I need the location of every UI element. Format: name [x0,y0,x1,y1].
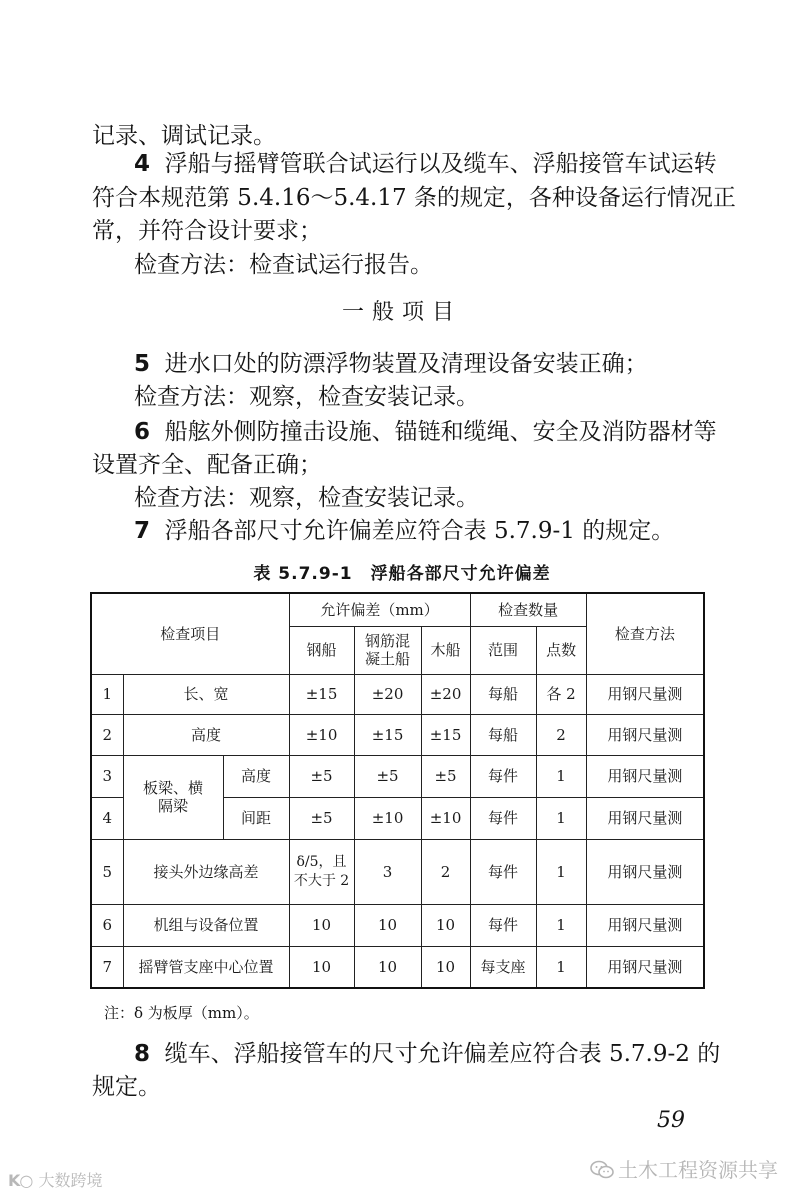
cell-method: 用钢尺量测 [586,904,704,946]
header-points: 点数 [536,626,586,674]
header-steel-boat: 钢船 [289,626,354,674]
cell-rc: ±20 [354,674,421,714]
cell-method: 用钢尺量测 [586,755,704,797]
cell-steel: δ/5，且不大于 2 [289,839,354,904]
cell-range: 每件 [470,839,536,904]
cell-item: 高度 [123,714,289,755]
cell-item: 高度 [223,755,289,797]
cell-points: 1 [536,946,586,988]
header-quantity: 检查数量 [470,593,586,626]
watermark-left [8,1168,102,1191]
item-5-line [134,349,648,379]
item-6-line [134,417,717,447]
cell-wood: ±5 [421,755,470,797]
paragraph-line: 规定。 [92,1074,161,1100]
cell-wood: ±20 [421,674,470,714]
watermark-right-text: 土木工程资源共享 [618,1158,778,1182]
item-number: 7 [134,518,151,544]
cell-range: 每件 [470,797,536,839]
cell-method: 用钢尺量测 [586,839,704,904]
wechat-icon [590,1160,614,1180]
cell-points: 1 [536,839,586,904]
cell-range: 每船 [470,714,536,755]
header-rc-boat: 钢筋混凝土船 [354,626,421,674]
cell-steel: ±10 [289,714,354,755]
item-text: 进水口处的防漂浮物装置及清理设备安装正确； [164,351,648,377]
cell-wood: ±10 [421,797,470,839]
table-caption: 表 5.7.9-1 浮船各部尺寸允许偏差 [253,564,551,584]
item-text: 浮船各部尺寸允许偏差应符合表 5.7.9-1 的规定。 [164,518,675,544]
cell-steel: ±5 [289,797,354,839]
cell-rc: 3 [354,839,421,904]
cell-rc: ±5 [354,755,421,797]
header-range: 范围 [470,626,536,674]
cell-range: 每船 [470,674,536,714]
cell-points: 1 [536,904,586,946]
item-number: 6 [134,419,151,445]
cell-no: 2 [91,714,123,755]
cell-points: 各 2 [536,674,586,714]
cell-item: 长、宽 [123,674,289,714]
check-method: 检查方法：检查试运行报告。 [134,252,433,278]
cell-no: 3 [91,755,123,797]
header-check-item: 检查项目 [91,593,289,674]
table-row [91,946,704,988]
table-row [91,674,704,714]
cell-item: 摇臂管支座中心位置 [123,946,289,988]
cell-rc: ±10 [354,797,421,839]
cell-range: 每件 [470,904,536,946]
item-7-line [134,516,674,546]
cell-range: 每支座 [470,946,536,988]
item-text: 缆车、浮船接管车的尺寸允许偏差应符合表 5.7.9-2 的 [164,1041,721,1067]
watermark-right [590,1154,778,1183]
item-4-line [134,149,717,179]
check-method: 检查方法：观察，检查安装记录。 [134,384,479,410]
cell-no: 7 [91,946,123,988]
paragraph-line: 设置齐全、配备正确； [92,452,322,478]
cell-steel: ±5 [289,755,354,797]
table-row [91,714,704,755]
cell-no: 6 [91,904,123,946]
cell-wood: 2 [421,839,470,904]
table-row [91,904,704,946]
cell-rc: 10 [354,904,421,946]
cell-item: 间距 [223,797,289,839]
cell-method: 用钢尺量测 [586,674,704,714]
watermark-left-text: 大数跨境 [38,1171,103,1190]
header-wood-boat: 木船 [421,626,470,674]
paragraph-line: 记录、调试记录。 [92,123,276,149]
item-text: 浮船与摇臂管联合试运行以及缆车、浮船接管车试运转 [164,151,717,177]
cell-rc: ±15 [354,714,421,755]
table-row [91,755,704,797]
cell-group-beams: 板梁、横隔梁 [123,755,223,839]
cell-steel: 10 [289,946,354,988]
header-tolerance: 允许偏差（mm） [289,593,470,626]
cell-no: 1 [91,674,123,714]
section-heading: 一般项目 [341,300,462,325]
item-number: 8 [134,1041,151,1067]
cell-wood: 10 [421,946,470,988]
cell-no: 5 [91,839,123,904]
item-text: 船舷外侧防撞击设施、锚链和缆绳、安全及消防器材等 [164,419,717,445]
check-method: 检查方法：观察，检查安装记录。 [134,485,479,511]
watermark-bubble-icon: ○ [19,1171,34,1190]
table-row [91,839,704,904]
tolerance-table [90,592,705,989]
cell-item: 接头外边缘高差 [123,839,289,904]
cell-rc: 10 [354,946,421,988]
cell-no: 4 [91,797,123,839]
header-method: 检查方法 [586,593,704,674]
paragraph-line: 符合本规范第 5.4.16～5.4.17 条的规定，各种设备运行情况正 [92,185,736,211]
item-number: 5 [134,351,151,377]
cell-points: 1 [536,797,586,839]
cell-item: 机组与设备位置 [123,904,289,946]
cell-method: 用钢尺量测 [586,797,704,839]
cell-steel: 10 [289,904,354,946]
cell-wood: 10 [421,904,470,946]
cell-method: 用钢尺量测 [586,946,704,988]
cell-method: 用钢尺量测 [586,714,704,755]
cell-points: 1 [536,755,586,797]
watermark-logo-icon: K [8,1171,20,1190]
item-8-line [134,1039,720,1069]
page-number: 59 [657,1108,685,1133]
cell-points: 2 [536,714,586,755]
cell-wood: ±15 [421,714,470,755]
cell-steel: ±15 [289,674,354,714]
item-number: 4 [134,151,151,177]
cell-range: 每件 [470,755,536,797]
paragraph-line: 常，并符合设计要求； [92,218,322,244]
table-note: 注：δ 为板厚（mm）。 [104,1004,259,1022]
